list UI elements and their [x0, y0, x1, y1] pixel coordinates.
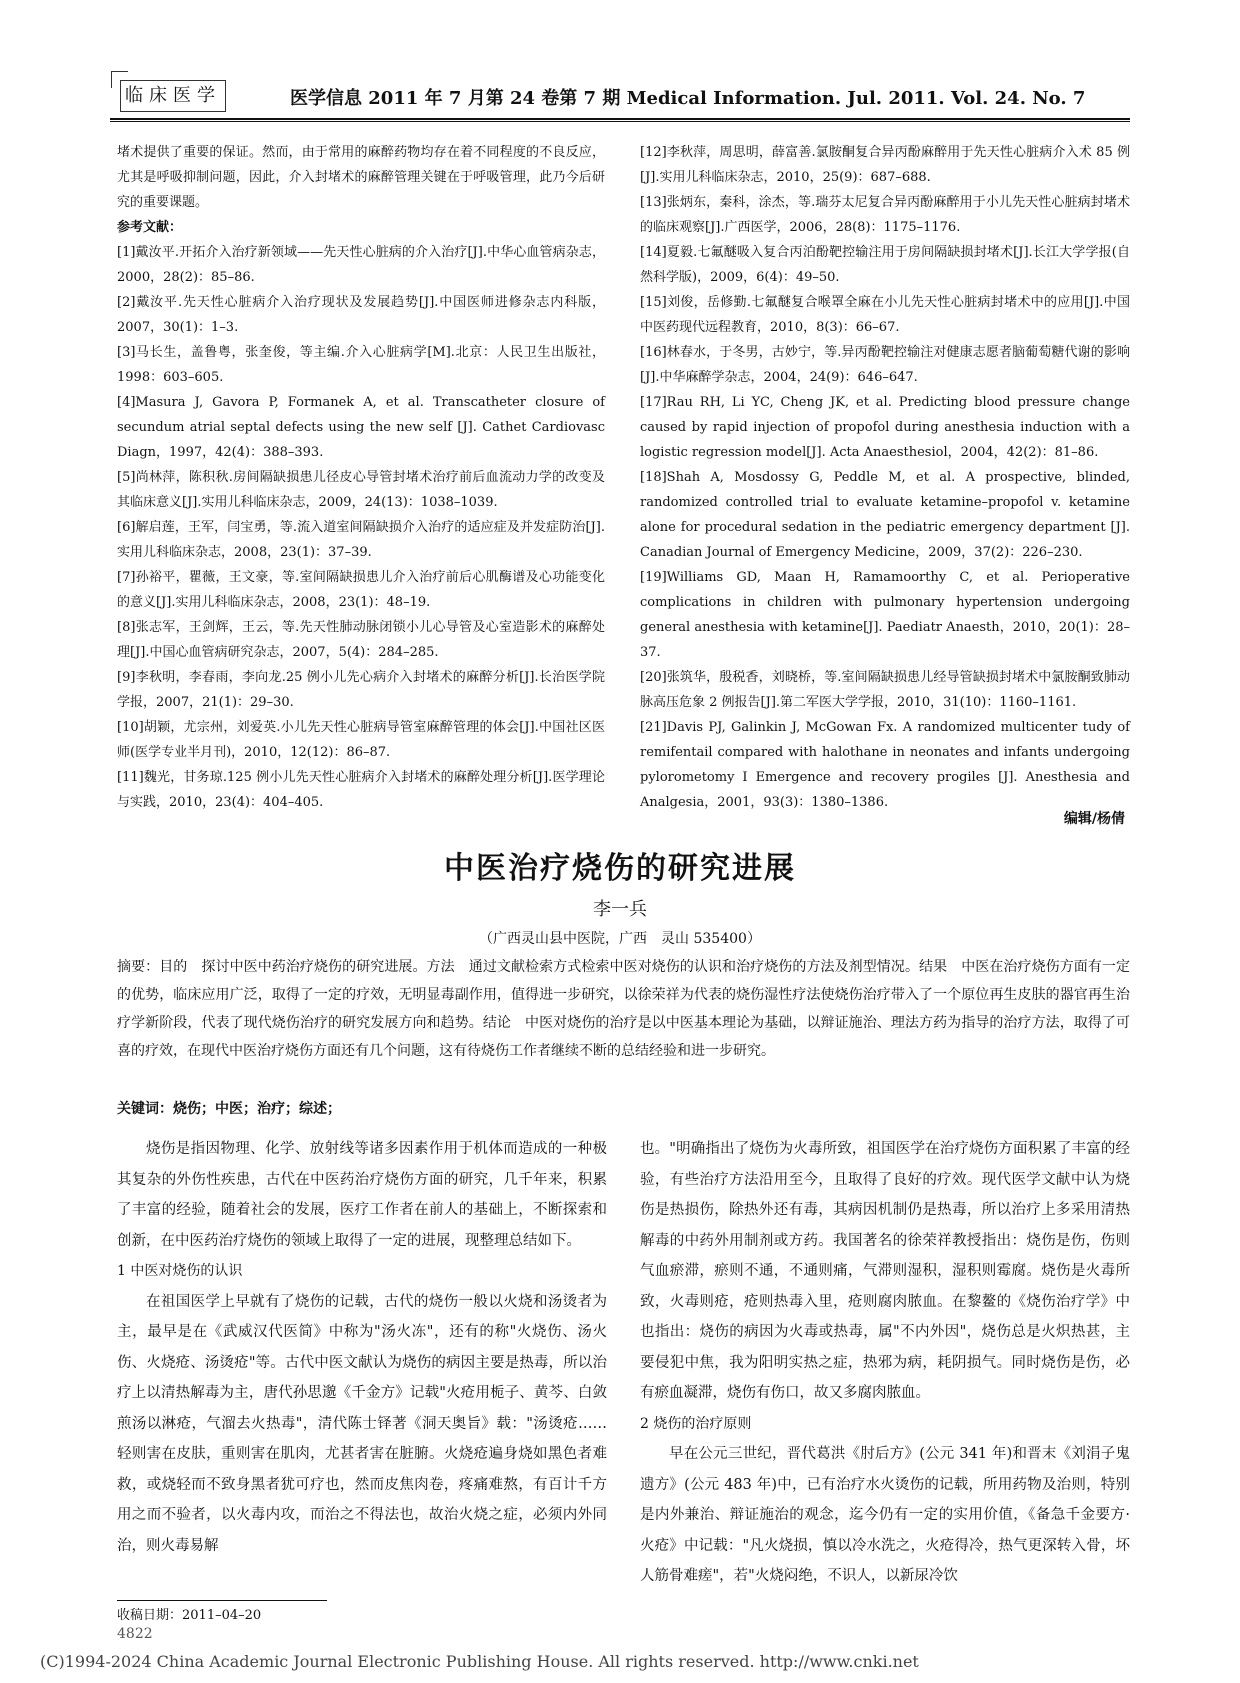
page-number: 4822: [117, 1626, 153, 1642]
journal-header: 医学信息 2011 年 7 月第 24 卷第 7 期 Medical Information. Jul. 2011. Vol. 24. No. 7: [290, 88, 1086, 109]
footnote-rule: [117, 1600, 327, 1601]
article-author: 李一兵: [593, 899, 647, 920]
body-paragraph: 在祖国医学上早就有了烧伤的记载，古代的烧伤一般以火烧和汤烫者为主，最早是在《武威汉代医简》中称为"汤火冻"，还有的称"火烧伤、汤火伤、火烧疮、汤烫疮"等。古代中医文献认为烧伤的病因主要是热毒，所以治疗上以清热解毒为主，唐代孙思邈《千金方》记载"火疮用栀子、黄芩、白敛煎汤以淋疮，气溜去火热毒"，清代陈士铎著《洞天奥旨》载："汤烫疮……轻则害在皮肤，重则害在肌肉，尤甚者害在脏腑。火烧疮遍身烧如黑色者难救，或烧轻而不致身黑者犹可疗也，然而皮焦肉卷，疼痛难熬，有百计千方用之而不验者，以火毒内攻，而治之不得法也，故治火烧之症，必须内外同治，则火毒易解: [117, 1293, 607, 1554]
reference-item: [11]魏光，甘务琼.125 例小儿先天性心脏病介入封堵术的麻醉处理分析[J].医学理论与实践，2010，23(4)：404–405.: [117, 770, 605, 810]
prev-article-right-column: [640, 140, 1130, 815]
body-paragraph: 烧伤是指因物理、化学、放射线等诸多因素作用于机体而造成的一种极其复杂的外伤性疾患，古代在中医药治疗烧伤方面的研究，几千年来，积累了丰富的经验，随着社会的发展，医疗工作者在前人的基础上，不断探索和创新，在中医药治疗烧伤的领域上取得了一定的进展，现整理总结如下。: [117, 1141, 607, 1249]
section-heading: 2 烧伤的治疗原则: [640, 1415, 752, 1432]
reference-item: [5]尚林萍，陈积秋.房间隔缺损患儿径皮心导管封堵术治疗前后血流动力学的改变及其临床意义[J].实用儿科临床杂志，2009，24(13)：1038–1039.: [117, 470, 605, 510]
reference-item: [18]Shah A, Mosdossy G, Peddle M, et al. A prospective, blinded, randomized controlled trial to evaluate ketamine–propofol v. ketamine alone for procedural sedation in the pediatric emergency department [J]. Canadian Journal of Emergency Medicine，2009，37(2)：226–230.: [640, 470, 1130, 560]
article-affiliation: （广西灵山县中医院，广西 灵山 535400）: [479, 931, 761, 947]
reference-item: [9]李秋明，李春雨，李向龙.25 例小儿先心病介入封堵术的麻醉分析[J].长治医学院学报，2007，21(1)：29–30.: [117, 670, 605, 710]
reference-item: [16]林春水，于冬男，古妙宁，等.异丙酚靶控输注对健康志愿者脑葡萄糖代谢的影响[J].中华麻醉学杂志，2004，24(9)：646–647.: [640, 345, 1130, 385]
article-body-left: [117, 1134, 607, 1561]
article-keywords: 关键词：烧伤；中医；治疗；综述；: [117, 1101, 341, 1117]
reference-item: [21]Davis PJ, Galinkin J, McGowan Fx. A randomized multicenter tudy of remifentail compared with halothane in neonates and infants undergoing pylorometomy I Emergence and recovery progiles [J]. Anesthesia and Analgesia，2001，93(3)：1380–1386.: [640, 720, 1130, 810]
reference-item: [15]刘俊，岳修勤.七氟醚复合喉罩全麻在小儿先天性心脏病封堵术中的应用[J].中国中医药现代远程教育，2010，8(3)：66–67.: [640, 295, 1130, 335]
reference-item: [10]胡颖，尤宗州，刘爱英.小儿先天性心脏病导管室麻醉管理的体会[J].中国社区医师(医学专业半月刊)，2010，12(12)：86–87.: [117, 720, 605, 760]
reference-item: [1]戴汝平.开拓介入治疗新领域——先天性心脏病的介入治疗[J].中华心血管病杂志，2000，28(2)：85–86.: [117, 245, 605, 285]
copyright-watermark: (C)1994-2024 China Academic Journal Electronic Publishing House. All rights reserved. http://www.cnki.net: [40, 1652, 919, 1671]
reference-item: [14]夏毅.七氟醚吸入复合丙泊酚靶控输注用于房间隔缺损封堵术[J].长江大学学报(自然科学版)，2009，6(4)：49–50.: [640, 245, 1130, 285]
reference-item: [8]张志军，王剑辉，王云，等.先天性肺动脉闭锁小儿心导管及心室造影术的麻醉处理[J].中国心血管病研究杂志，2007，5(4)：284–285.: [117, 620, 605, 660]
reference-item: [19]Williams GD, Maan H, Ramamoorthy C, et al. Perioperative complications in children with pulmonary hypertension undergoing general anesthesia with ketamine[J]. Paediatr Anaesth，2010，20(1)：28–37.: [640, 570, 1130, 660]
article-abstract: 摘要：目的 探讨中医中药治疗烧伤的研究进展。方法 通过文献检索方式检索中医对烧伤的认识和治疗烧伤的方法及剂型情况。结果 中医在治疗烧伤方面有一定的优势，临床应用广泛，取得了一定的疗效，无明显毒副作用，值得进一步研究，以徐荣祥为代表的烧伤湿性疗法使烧伤治疗带入了一个原位再生皮肤的器官再生治疗学新阶段，代表了现代烧伤治疗的研究发展方向和趋势。结论 中医对烧伤的治疗是以中医基本理论为基础，以辩证施治、理法方药为指导的治疗方法，取得了可喜的疗效，在现代中医治疗烧伤方面还有几个问题，这有待烧伤工作者继续不断的总结经验和进一步研究。: [117, 959, 1130, 1059]
reference-item: [7]孙裕平，瞿薇，王文豪，等.室间隔缺损患儿介入治疗前后心肌酶谱及心功能变化的意义[J].实用儿科临床杂志，2008，23(1)：48–19.: [117, 570, 605, 610]
reference-item: [17]Rau RH, Li YC, Cheng JK, et al. Predicting blood pressure change caused by rapid injection of propofol during anesthesia induction with a logistic regression model[J]. Acta Anaesthesiol，2004，42(2)：81–86.: [640, 395, 1130, 460]
received-date: 收稿日期：2011–04–20: [117, 1608, 262, 1623]
reference-item: [20]张筑华，殷税香，刘晓桥，等.室间隔缺损患儿经导管缺损封堵术中氯胺酮致肺动脉高压危象 2 例报告[J].第二军医大学学报，2010，31(10)：1160–1161.: [640, 670, 1130, 710]
section-heading: 1 中医对烧伤的认识: [117, 1263, 243, 1279]
body-paragraph: 早在公元三世纪，晋代葛洪《肘后方》(公元 341 年)和晋末《刘涓子鬼遗方》(公元 483 年)中，已有治疗水火烫伤的记载，所用药物及治则，特别是内外兼治、辩证施治的观念，迄今仍有一定的实用价值，《备急千金要方·火疮》中记载："凡火烧损，慎以冷水洗之，火疮得冷，热气更深转入骨，坏人筋骨难瘥"，若"火烧闷绝，不识人，以新尿冷饮: [640, 1446, 1130, 1584]
reference-item: [4]Masura J, Gavora P, Formanek A, et al. Transcatheter closure of secundum atrial septal defects using the new self [J]. Cathet Cardiovasc Diagn，1997，42(4)：388–393.: [117, 395, 605, 460]
header-rule: [110, 118, 1130, 120]
editor-credit: 编辑/杨倩: [1063, 811, 1125, 827]
reference-item: [6]解启莲，王军，闫宝勇，等.流入道室间隔缺损介入治疗的适应症及并发症防治[J].实用儿科临床杂志，2008，23(1)：37–39.: [117, 520, 605, 560]
prev-article-left-column: [117, 140, 605, 815]
article-title: 中医治疗烧伤的研究进展: [444, 851, 796, 886]
reference-item: [2]戴汝平.先天性心脏病介入治疗现状及发展趋势[J].中国医师进修杂志内科版，2007，30(1)：1–3.: [117, 295, 605, 335]
section-tag: 临床医学: [120, 80, 226, 112]
article-body-right: [640, 1134, 1130, 1592]
body-paragraph: 也。"明确指出了烧伤为火毒所致，祖国医学在治疗烧伤方面积累了丰富的经验，有些治疗方法沿用至今，且取得了良好的疗效。现代医学文献中认为烧伤是热损伤，除热外还有毒，其病因机制仍是热毒，所以治疗上多采用清热解毒的中药外用制剂或方药。我国著名的徐荣祥教授指出：烧伤是伤，伤则气血瘀滞，瘀则不通，不通则痛，气滞则湿积，湿积则霉腐。烧伤是火毒所致，火毒则疮，疮则热毒入里，疮则腐肉脓血。在黎鳌的《烧伤治疗学》中也指出：烧伤的病因为火毒或热毒，属"不内外因"，烧伤总是火炽热甚，主要侵犯中焦，我为阳明实热之症，热邪为病，耗阴损气。同时烧伤是伤，必有瘀血凝滞，烧伤有伤口，故又多腐肉脓血。: [640, 1141, 1130, 1401]
prev-article-tail-text: 堵术提供了重要的保证。然而，由于常用的麻醉药物均存在着不同程度的不良反应，尤其是呼吸抑制问题，因此，介入封堵术的麻醉管理关键在于呼吸管理，此乃今后研究的重要课题。: [117, 145, 605, 210]
reference-item: [3]马长生，盖鲁粤，张奎俊，等主编.介入心脏病学[M].北京：人民卫生出版社，1998：603–605.: [117, 345, 605, 385]
reference-item: [13]张炳东，秦科，涂杰，等.瑞芬太尼复合异丙酚麻醉用于小儿先天性心脏病封堵术的临床观察[J].广西医学，2006，28(8)：1175–1176.: [640, 195, 1130, 235]
references-heading: 参考文献：: [117, 220, 183, 235]
reference-item: [12]李秋萍，周思明，薛富善.氯胺酮复合异丙酚麻醉用于先天性心脏病介入术 85 例[J].实用儿科临床杂志，2010，25(9)：687–688.: [640, 145, 1130, 185]
header-rule-thin: [110, 121, 1130, 122]
